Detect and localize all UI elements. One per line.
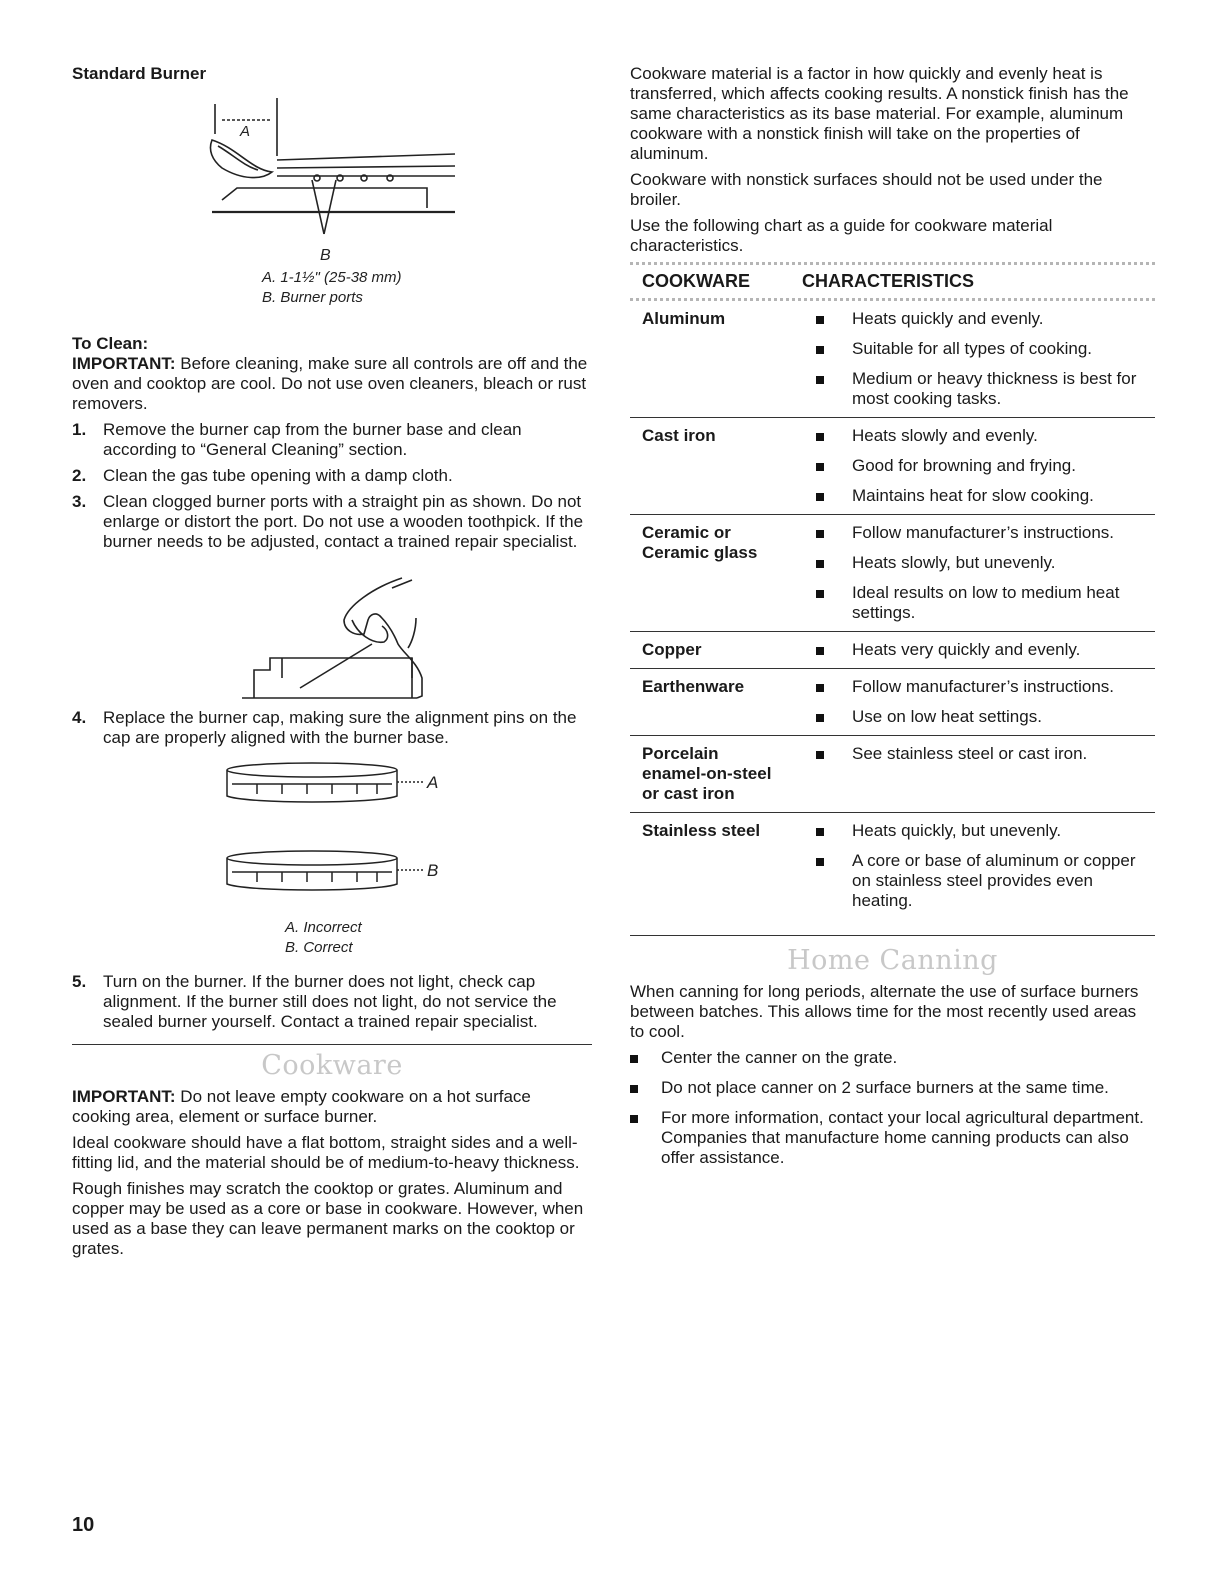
table-header-row [630,265,1155,298]
characteristic-text: Good for browning and frying. [852,456,1076,475]
step-item [72,972,592,1032]
cap-caption [285,918,592,958]
bullet-square-icon [816,828,824,836]
column-header-cookware: COOKWARE [642,271,750,291]
column-header-characteristics: CHARACTERISTICS [802,271,975,291]
bullet-square-icon [816,714,824,722]
cookware-characteristics-table [630,265,1155,936]
characteristic-text: Follow manufacturer’s instructions. [852,677,1115,696]
bullet-square-icon [816,858,824,866]
characteristic-text: Maintains heat for slow cooking. [852,486,1094,505]
step-text: Remove the burner cap from the burner base and clean according to “General Cleaning” section. [103,420,522,459]
canning-bullet-text: For more information, contact your local agricultural department. Companies that manufacture home canning products can also offer assistance. [661,1108,1144,1167]
important-text: Before cleaning, make sure all controls are off and the oven and cooktop are cool. Do not use oven cleaners, bleach or rust removers. [72,354,588,413]
characteristic-text: Follow manufacturer’s instructions. [852,523,1115,542]
step-text: Turn on the burner. If the burner does not light, check cap alignment. If the burner still does not light, do not service the sealed burner yourself. Contact a trained repair specialist. [103,972,557,1031]
step-number: 5. [72,972,87,991]
material-name: Cast iron [630,418,802,515]
characteristic-text: Heats quickly and evenly. [852,309,1044,328]
material-name: Earthenware [630,669,802,736]
characteristic-text: Medium or heavy thickness is best for most cooking tasks. [852,369,1137,408]
canning-bullet-text: Center the canner on the grate. [661,1048,898,1067]
table-row [630,301,1155,418]
cleaning-steps [72,420,592,552]
cookware-section-title: Cookware [261,1050,403,1081]
table-row [630,515,1155,632]
turn-on-step [72,972,592,1032]
characteristic-item [814,339,1155,359]
replace-cap-step [72,708,592,748]
material-name: Stainless steel [630,813,802,936]
cap-label-a: A [427,773,439,792]
burner-label-a: A [240,123,251,140]
important-label: IMPORTANT: [72,354,176,373]
step-item [72,466,592,486]
material-name: Aluminum [630,301,802,418]
cap-caption-b: B. Correct [285,939,353,956]
characteristic-text: Ideal results on low to medium heat settings. [852,583,1120,622]
characteristic-item [814,851,1155,911]
bullet-square-icon [816,433,824,441]
characteristic-text: Heats very quickly and evenly. [852,640,1081,659]
step-number: 2. [72,466,87,485]
cap-caption-a: A. Incorrect [285,919,362,936]
material-name: Copper [630,632,802,669]
step-text: Replace the burner cap, making sure the alignment pins on the cap are properly aligned with the burner base. [103,708,577,747]
table-row [630,736,1155,813]
canning-bullet-item [630,1108,1155,1168]
material-name: Porcelain enamel-on-steel or cast iron [630,736,802,813]
table-row [630,632,1155,669]
burner-caption [262,268,592,308]
characteristic-item [814,369,1155,409]
material-name: Ceramic or Ceramic glass [630,515,802,632]
cookware-paragraph: Ideal cookware should have a flat bottom, straight sides and a well-fitting lid, and the material should be of medium-to-heavy thickness. [72,1133,580,1172]
bullet-square-icon [816,376,824,384]
step-number: 3. [72,492,87,511]
material-characteristics [802,515,1155,632]
section-divider [72,1044,592,1045]
characteristic-text: Heats slowly and evenly. [852,426,1038,445]
bullet-square-icon [816,493,824,501]
characteristic-item [814,486,1155,506]
burner-diagram [72,84,592,264]
step-number: 4. [72,708,87,727]
bullet-square-icon [816,346,824,354]
cookware-paragraph: Rough finishes may scratch the cooktop or grates. Aluminum and copper may be used as a core or base in cookware. However, when used as a base they can leave permanent marks on the cooktop or grates. [72,1179,584,1258]
cookware-important-label: IMPORTANT: [72,1087,176,1106]
to-clean-heading: To Clean: [72,334,149,353]
characteristic-item [814,744,1155,764]
bullet-square-icon [630,1115,638,1123]
step-text: Clean clogged burner ports with a straight pin as shown. Do not enlarge or distort the port. Do not use a wooden toothpick. If the burner needs to be adjusted, contact a trained repair specialist. [103,492,584,551]
burner-cap-diagram [72,754,592,914]
bullet-square-icon [630,1085,638,1093]
characteristic-item [814,523,1155,543]
material-characteristics [802,669,1155,736]
table-row [630,813,1155,936]
burner-caption-a: A. 1-1½" (25-38 mm) [262,269,402,286]
step-text: Clean the gas tube opening with a damp cloth. [103,466,453,485]
characteristic-text: Heats slowly, but unevenly. [852,553,1056,572]
characteristic-text: Suitable for all types of cooking. [852,339,1093,358]
important-note [72,354,592,414]
characteristic-item [814,309,1155,329]
characteristic-text: See stainless steel or cast iron. [852,744,1088,763]
bullet-square-icon [816,751,824,759]
step-item [72,708,592,748]
step-item [72,420,592,460]
characteristic-item [814,553,1155,573]
characteristic-text: Heats quickly, but unevenly. [852,821,1062,840]
table-row [630,418,1155,515]
canning-bullet-item [630,1078,1155,1098]
characteristic-item [814,677,1155,697]
standard-burner-heading: Standard Burner [72,64,207,83]
material-characteristics [802,736,1155,813]
cookware-intro-paragraph: Cookware material is a factor in how quickly and evenly heat is transferred, which affects cooking results. A nonstick finish has the same characteristics as its base material. For example, aluminum cookware with a nonstick finish will take on the properties of aluminum. [630,64,1129,163]
characteristic-text: A core or base of aluminum or copper on stainless steel provides even heating. [852,851,1136,910]
characteristic-item [814,640,1155,660]
table-row [630,669,1155,736]
burner-label-b: B [320,247,331,264]
bullet-square-icon [630,1055,638,1063]
material-characteristics [802,418,1155,515]
canning-bullet-item [630,1048,1155,1068]
characteristic-item [814,707,1155,727]
material-characteristics [802,301,1155,418]
cookware-important-text: Do not leave empty cookware on a hot surface cooking area, element or surface burner. [72,1087,531,1126]
cleaning-pin-illustration [72,558,592,708]
step-item [72,492,592,552]
characteristic-item [814,583,1155,623]
characteristic-text: Use on low heat settings. [852,707,1042,726]
bullet-square-icon [816,463,824,471]
cookware-important-note [72,1087,592,1127]
right-column [630,64,1155,1178]
bullet-square-icon [816,684,824,692]
characteristic-item [814,426,1155,446]
bullet-square-icon [816,560,824,568]
burner-caption-b: B. Burner ports [262,289,363,306]
left-column [72,64,592,1265]
page-number: 10 [72,1514,95,1536]
canning-bullet-list [630,1048,1155,1168]
material-characteristics [802,813,1155,936]
canning-bullet-text: Do not place canner on 2 surface burners at the same time. [661,1078,1109,1097]
canning-paragraph: When canning for long periods, alternate the use of surface burners between batches. This allows time for the most recently used areas to cool. [630,982,1139,1041]
bullet-square-icon [816,316,824,324]
cookware-intro-paragraph: Use the following chart as a guide for cookware material characteristics. [630,216,1053,255]
cookware-intro-paragraph: Cookware with nonstick surfaces should not be used under the broiler. [630,170,1103,209]
home-canning-section-title: Home Canning [787,945,998,976]
bullet-square-icon [816,530,824,538]
characteristic-item [814,821,1155,841]
material-characteristics [802,632,1155,669]
bullet-square-icon [816,647,824,655]
characteristic-item [814,456,1155,476]
cap-label-b: B [427,861,439,880]
bullet-square-icon [816,590,824,598]
step-number: 1. [72,420,87,439]
